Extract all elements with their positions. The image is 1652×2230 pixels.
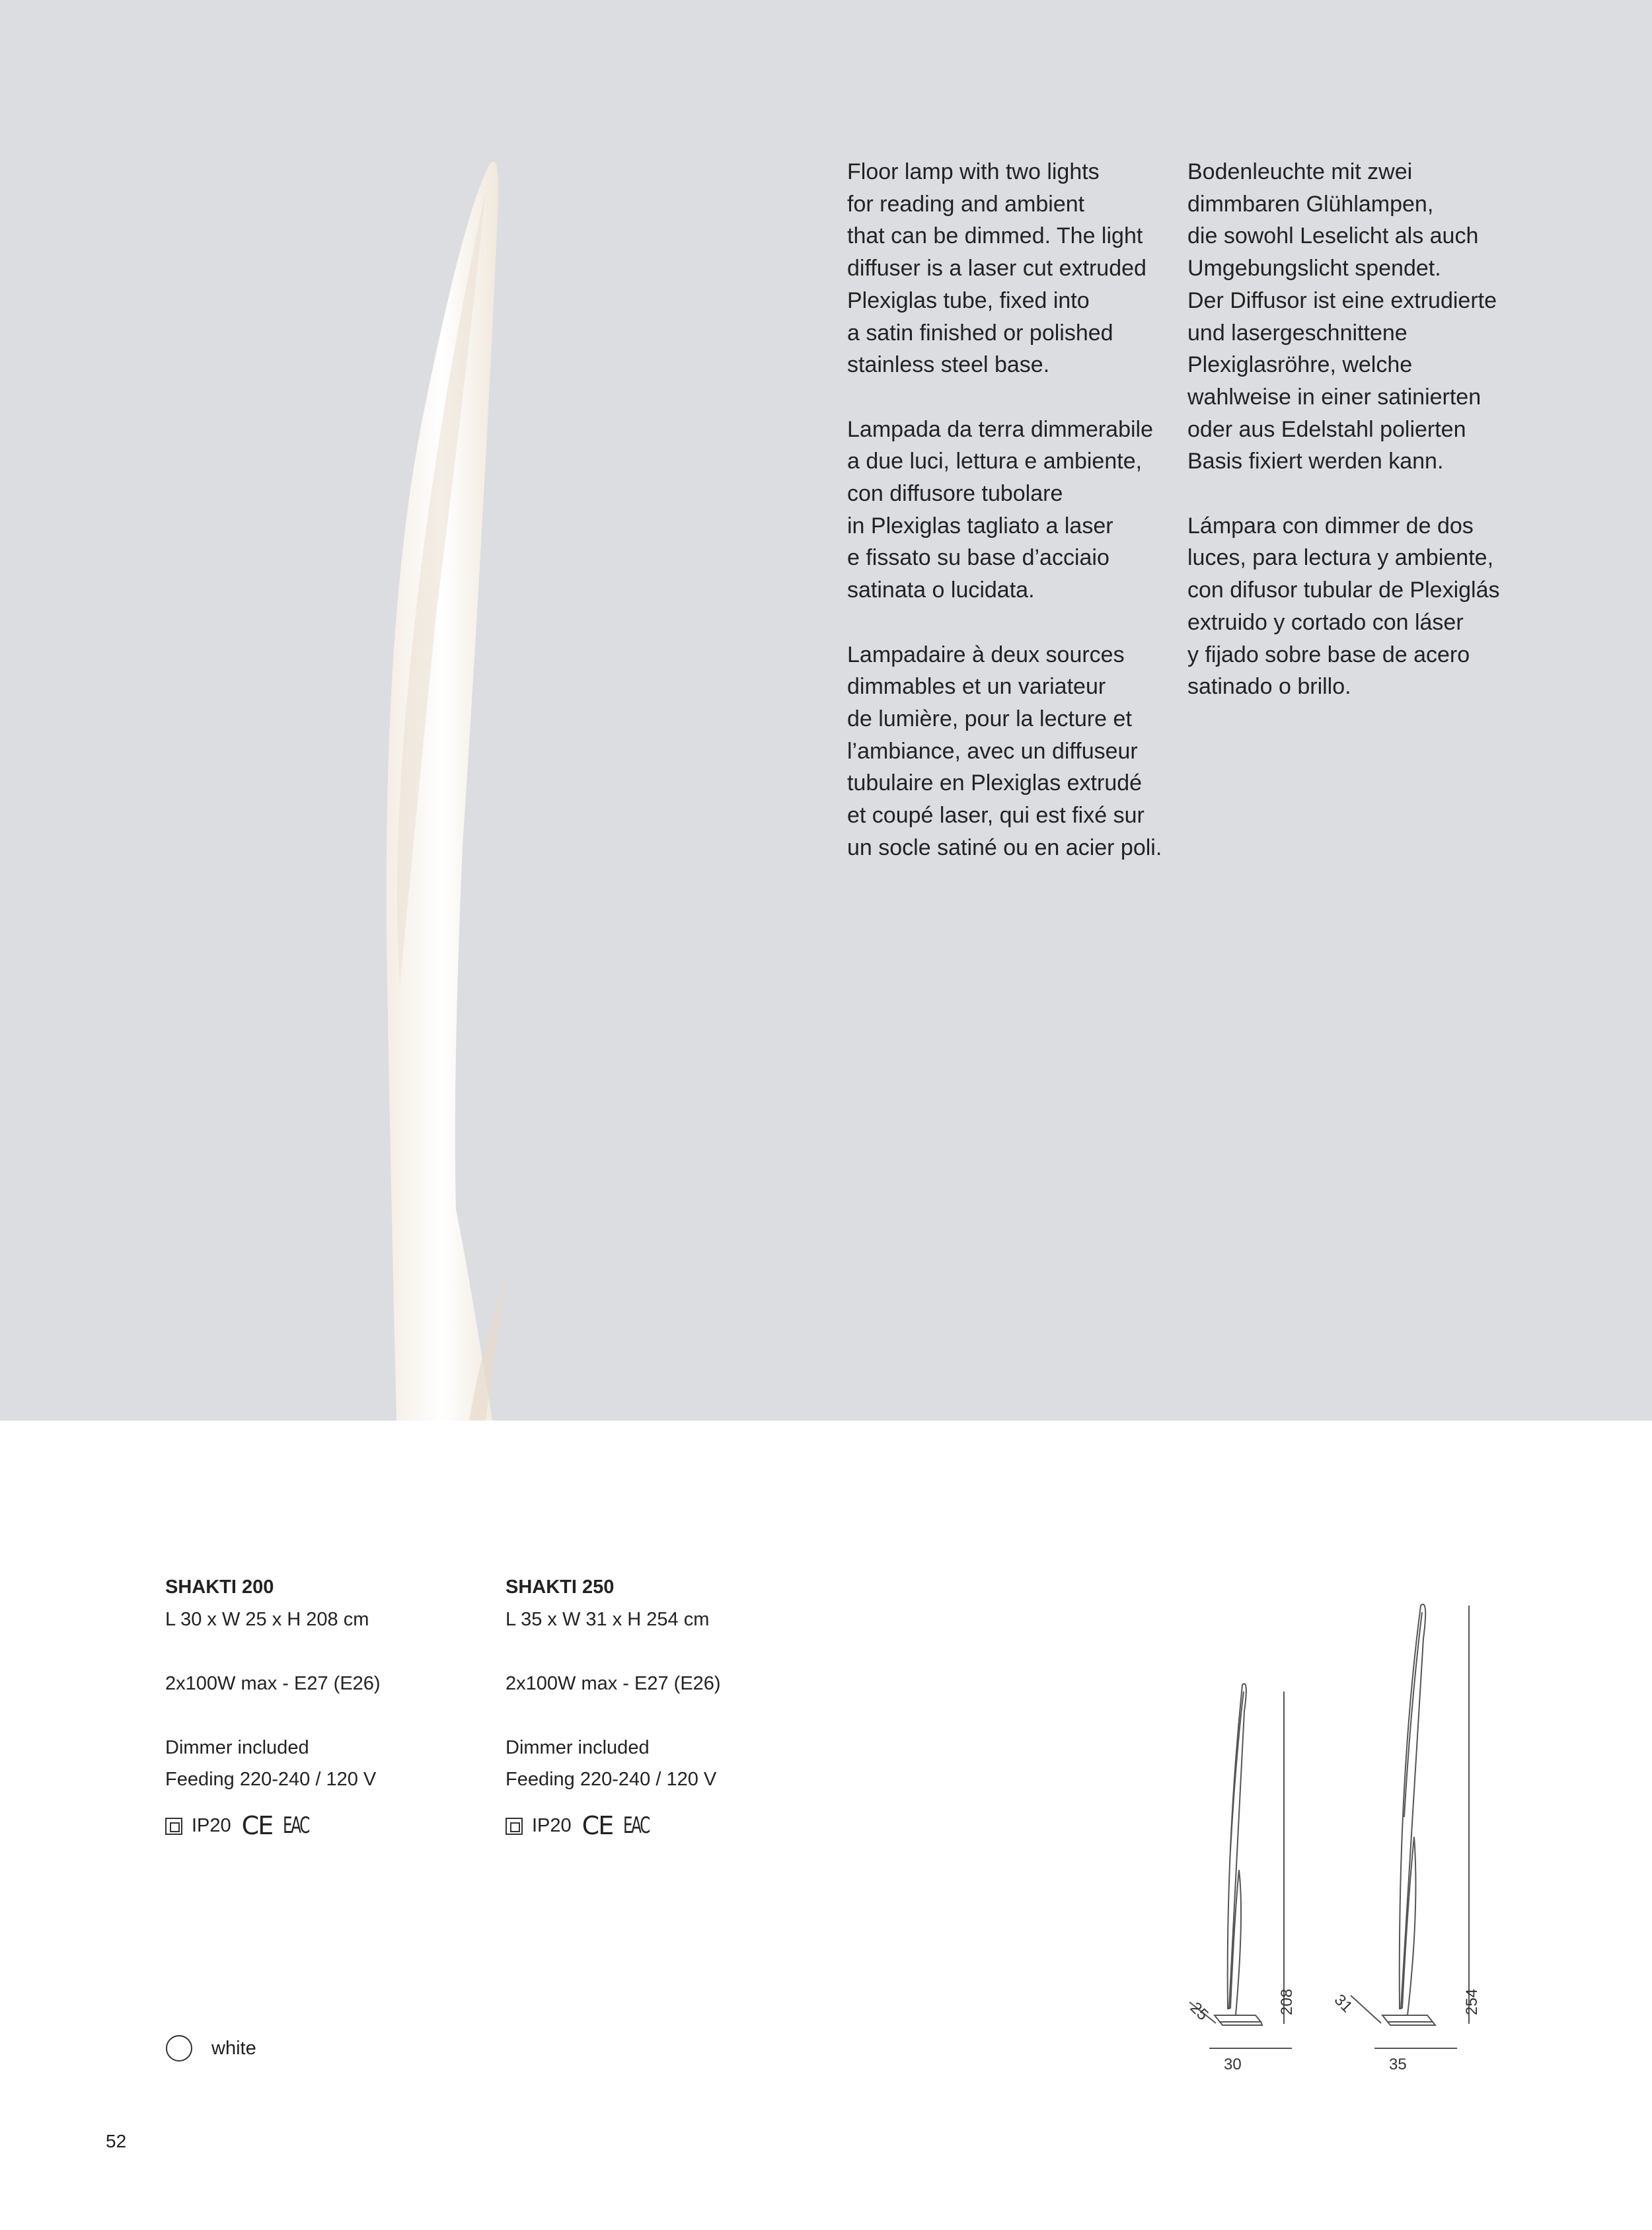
description-column-right — [1187, 156, 1518, 735]
large-depth-label: 31 — [1330, 1991, 1356, 2017]
ip-rating: IP20 — [192, 1815, 231, 1837]
small-height-label: 208 — [1278, 1988, 1296, 2015]
description-german: Bodenleuchte mit zwei dimmbaren Glühlampen, die sowohl Leselicht als auch Umgebungslicht spendet. Der Diffusor ist eine extrudierte und lasergeschnittene Plexiglasröhre, welche wahlweise in einer satinierten oder aus Edelstahl polierten Basis fixiert werden kann. — [1187, 159, 1497, 474]
color-name: white — [211, 2038, 256, 2059]
spec-block-shakti-200 — [165, 1571, 482, 1841]
certification-marks — [165, 1812, 482, 1841]
model-dimmer: Dimmer included — [506, 1736, 650, 1758]
double-insulation-icon — [506, 1818, 523, 1835]
double-insulation-icon — [165, 1818, 182, 1835]
description-english: Floor lamp with two lights for reading and ambient that can be dimmed. The light diffuser is a laser cut extruded Plexiglas tube, fixed into a satin finished or polished stainless steel base. — [847, 159, 1146, 378]
model-dimensions: L 35 x W 31 x H 254 cm — [506, 1608, 710, 1630]
model-dimensions: L 30 x W 25 x H 208 cm — [165, 1608, 369, 1630]
eac-mark-icon: EAC — [623, 1812, 650, 1840]
certification-marks — [506, 1812, 823, 1841]
description-column-left — [847, 156, 1178, 896]
model-name: SHAKTI 250 — [506, 1577, 615, 1598]
eac-mark-icon: EAC — [283, 1812, 309, 1840]
large-height-label: 254 — [1463, 1988, 1481, 2015]
lamp-photo — [370, 152, 555, 1421]
model-power: 2x100W max - E27 (E26) — [165, 1672, 381, 1694]
dimension-diagram — [1150, 1586, 1520, 2088]
description-italian: Lampada da terra dimmerabile a due luci, lettura e ambiente, con diffusore tubolare in Plexiglas tagliato a laser e fissato su base d’acciaio satinata o lucidata. — [847, 416, 1154, 603]
model-power: 2x100W max - E27 (E26) — [506, 1672, 721, 1694]
small-lamp-base — [1215, 2015, 1261, 2022]
large-lamp-base — [1382, 2015, 1433, 2022]
ce-mark-icon: CE — [582, 1811, 613, 1841]
model-feeding: Feeding 220-240 / 120 V — [506, 1769, 717, 1790]
description-french: Lampadaire à deux sources dimmables et un variateur de lumière, pour la lecture et l’ambiance, avec un diffuseur tubulaire en Plexiglas extrudé et coupé laser, qui est fixé sur un socle satiné ou en acier poli. — [847, 642, 1162, 860]
small-depth-label: 25 — [1186, 1999, 1212, 2025]
model-feeding: Feeding 220-240 / 120 V — [165, 1769, 377, 1790]
ip-rating: IP20 — [532, 1815, 572, 1837]
model-dimmer: Dimmer included — [165, 1736, 309, 1758]
large-lamp-outline — [1400, 1604, 1425, 2009]
model-name: SHAKTI 200 — [165, 1577, 274, 1598]
page-number: 52 — [106, 2131, 127, 2151]
small-width-label: 30 — [1224, 2056, 1242, 2073]
large-width-label: 35 — [1389, 2056, 1407, 2073]
color-swatch-white — [166, 2035, 192, 2062]
spec-block-shakti-250 — [506, 1571, 823, 1841]
description-spanish: Lámpara con dimmer de dos luces, para lectura y ambiente, con difusor tubular de Plexiglás extruido y cortado con láser y fijado sobre base de acero satinado o brillo. — [1187, 513, 1500, 700]
ce-mark-icon: CE — [241, 1811, 273, 1841]
